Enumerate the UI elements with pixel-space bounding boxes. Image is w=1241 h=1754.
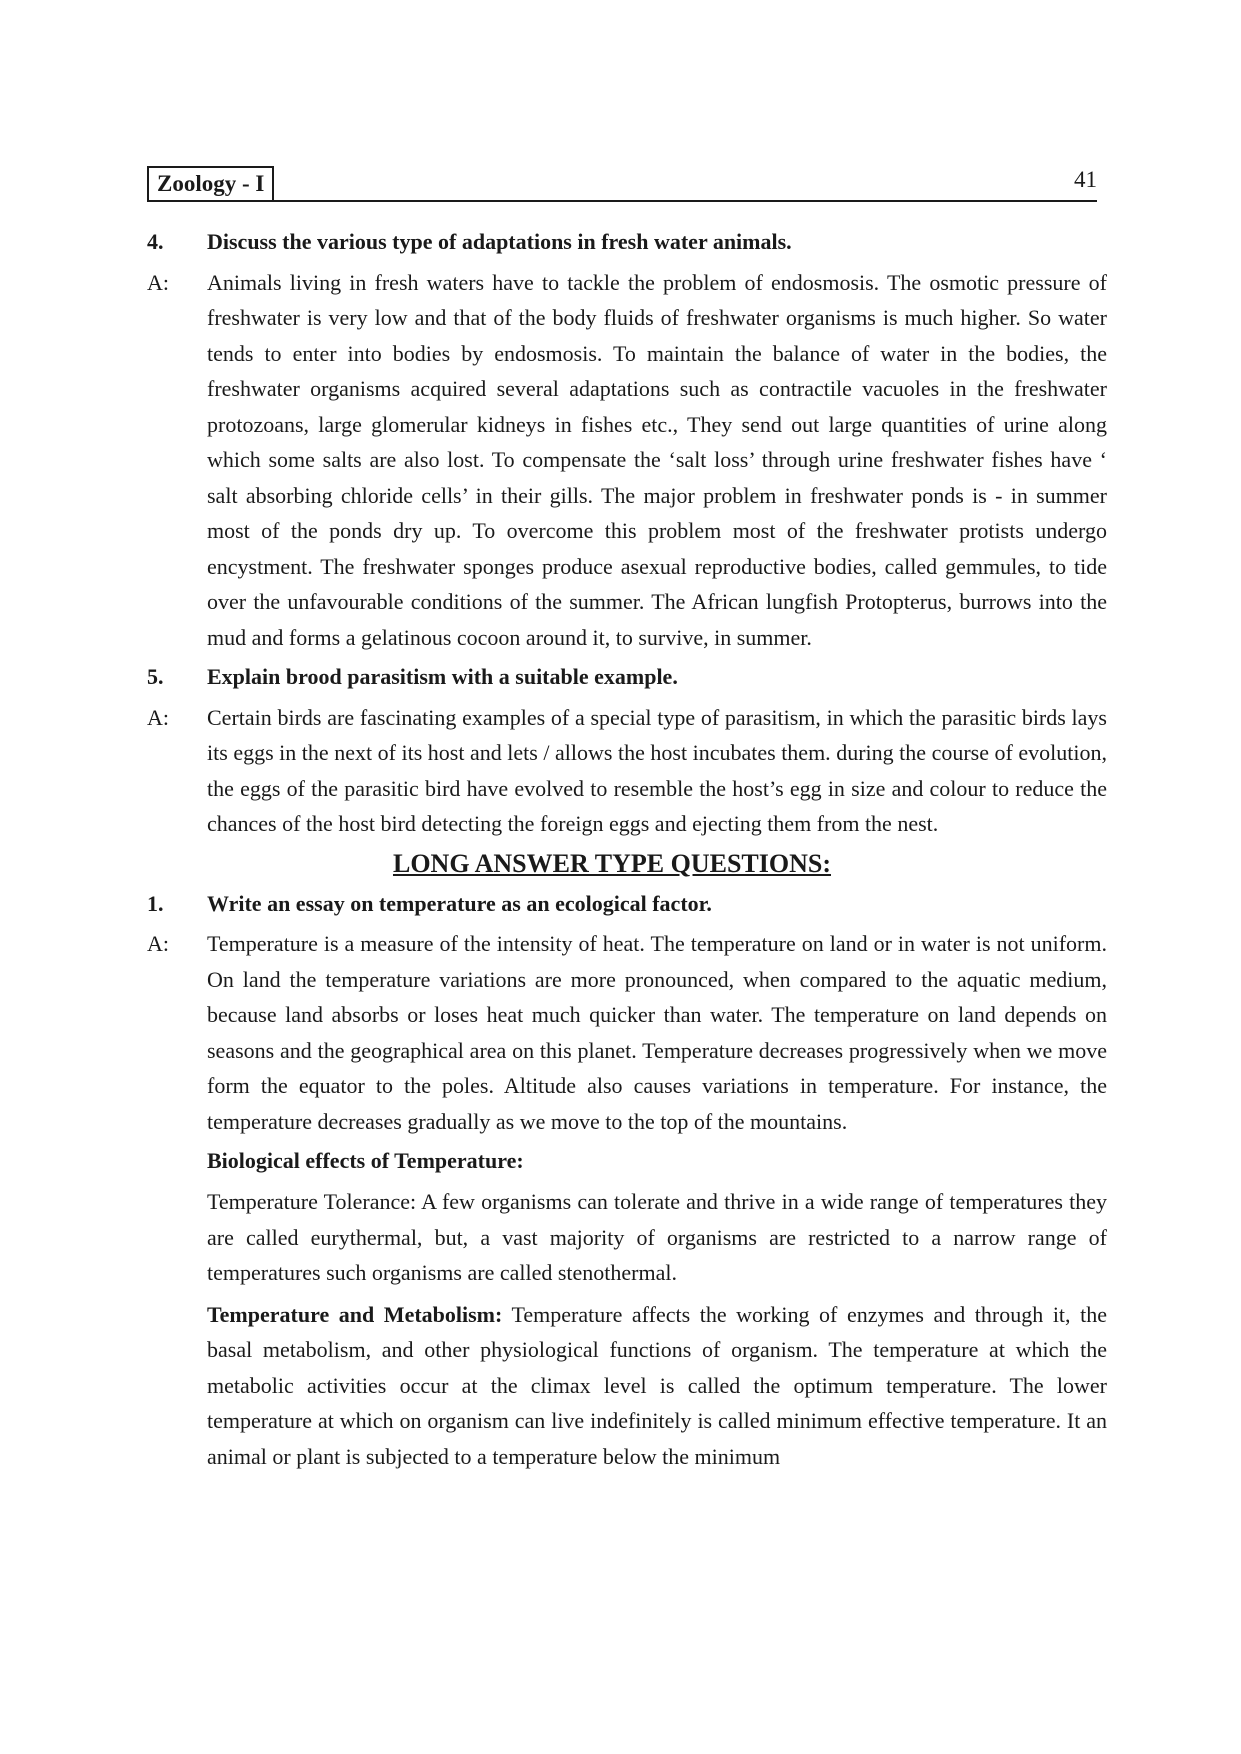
answer-text: Animals living in fresh waters have to tackle the problem of endosmosis. The osmotic pressure of freshwater is very low and that of the body fluids of freshwater organisms is much higher. So water tends to enter into bodies by endosmosis. To maintain the balance of water in the bodies, the freshwater organisms acquired several adaptations such as contractile vacuoles in the freshwater protozoans, large glomerular kidneys in fishes etc., They send out large quantities of urine along which some salts are also lost. To compensate the ‘salt loss’ through urine freshwater fishes have ‘ salt absorbing chloride cells’ in their gills. The major problem in freshwater ponds is - in summer most of the ponds dry up. To overcome this problem most of the freshwater protists undergo encystment. The freshwater sponges produce asexual reproductive bodies, called gemmules, to tide over the unfavourable conditions of the summer. The African lungfish Protopterus, burrows into the mud and forms a gelatinous cocoon around it, to survive, in summer. bbox=[207, 269, 1107, 650]
question-text: Write an essay on temperature as an ecological factor. bbox=[207, 890, 712, 916]
question-number: 5. bbox=[147, 664, 164, 689]
answer-label: A: bbox=[147, 704, 169, 730]
header-rule bbox=[147, 200, 1097, 202]
section-heading: LONG ANSWER TYPE QUESTIONS: bbox=[392, 848, 831, 878]
answer-label: A: bbox=[147, 931, 169, 956]
question-number: 1. bbox=[147, 890, 164, 916]
tolerance-paragraph: Temperature Tolerance: A few organisms can tolerate and thrive in a wide range of temperatures they are called eurythermal, but, a vast majority of organisms are restricted to a narrow range of temperatures such organisms are called stenothermal. bbox=[207, 1189, 1107, 1285]
question-text: Explain brood parasitism with a suitable example. bbox=[207, 664, 678, 689]
metabolism-label: Temperature and Metabolism: bbox=[207, 1301, 503, 1327]
long-question-1 bbox=[147, 886, 1107, 922]
metabolism-paragraph bbox=[207, 1297, 1107, 1475]
answer-label: A: bbox=[147, 269, 169, 295]
question-4 bbox=[147, 224, 1107, 260]
long-answer-1 bbox=[147, 926, 1107, 1139]
metabolism-text: Temperature affects the working of enzymes and through it, the basal metabolism, and other physiological functions of organism. The temperature at which the metabolic activities occur at the climax level is called the optimum temperature. The lower temperature at which on organism can live indefinitely is called minimum effective temperature. It an animal or plant is subjected to a temperature below the minimum bbox=[207, 1301, 1107, 1469]
page-number: 41 bbox=[1074, 167, 1097, 192]
page-header bbox=[147, 166, 1097, 202]
answer-text: Temperature is a measure of the intensity of heat. The temperature on land or in water is not uniform. On land the temperature variations are more pronounced, when compared to the aquatic medium, because land absorbs or loses heat much quicker than water. The temperature on land depends on seasons and the geographical area on this planet. Temperature decreases progressively when we move form the equator to the poles. Altitude also causes variations in temperature. For instance, the temperature decreases gradually as we move to the top of the mountains. bbox=[207, 931, 1107, 1134]
question-number: 4. bbox=[147, 229, 164, 254]
page-content bbox=[147, 224, 1107, 1480]
answer-text: Certain birds are fascinating examples of a special type of parasitism, in which the parasitic birds lays its eggs in the next of its host and lets / allows the host incubates them. during the course of evolution, the eggs of the parasitic bird have evolved to resemble the host’s egg in size and colour to reduce the chances of the host bird detecting the foreign eggs and ejecting them from the nest. bbox=[207, 704, 1107, 836]
answer-4 bbox=[147, 265, 1107, 656]
question-text: Discuss the various type of adaptations in fresh water animals. bbox=[207, 229, 792, 254]
sub-heading: Biological effects of Temperature: bbox=[207, 1148, 524, 1173]
question-5 bbox=[147, 659, 1107, 695]
subject-title: Zoology - I bbox=[147, 166, 274, 202]
answer-5 bbox=[147, 700, 1107, 842]
